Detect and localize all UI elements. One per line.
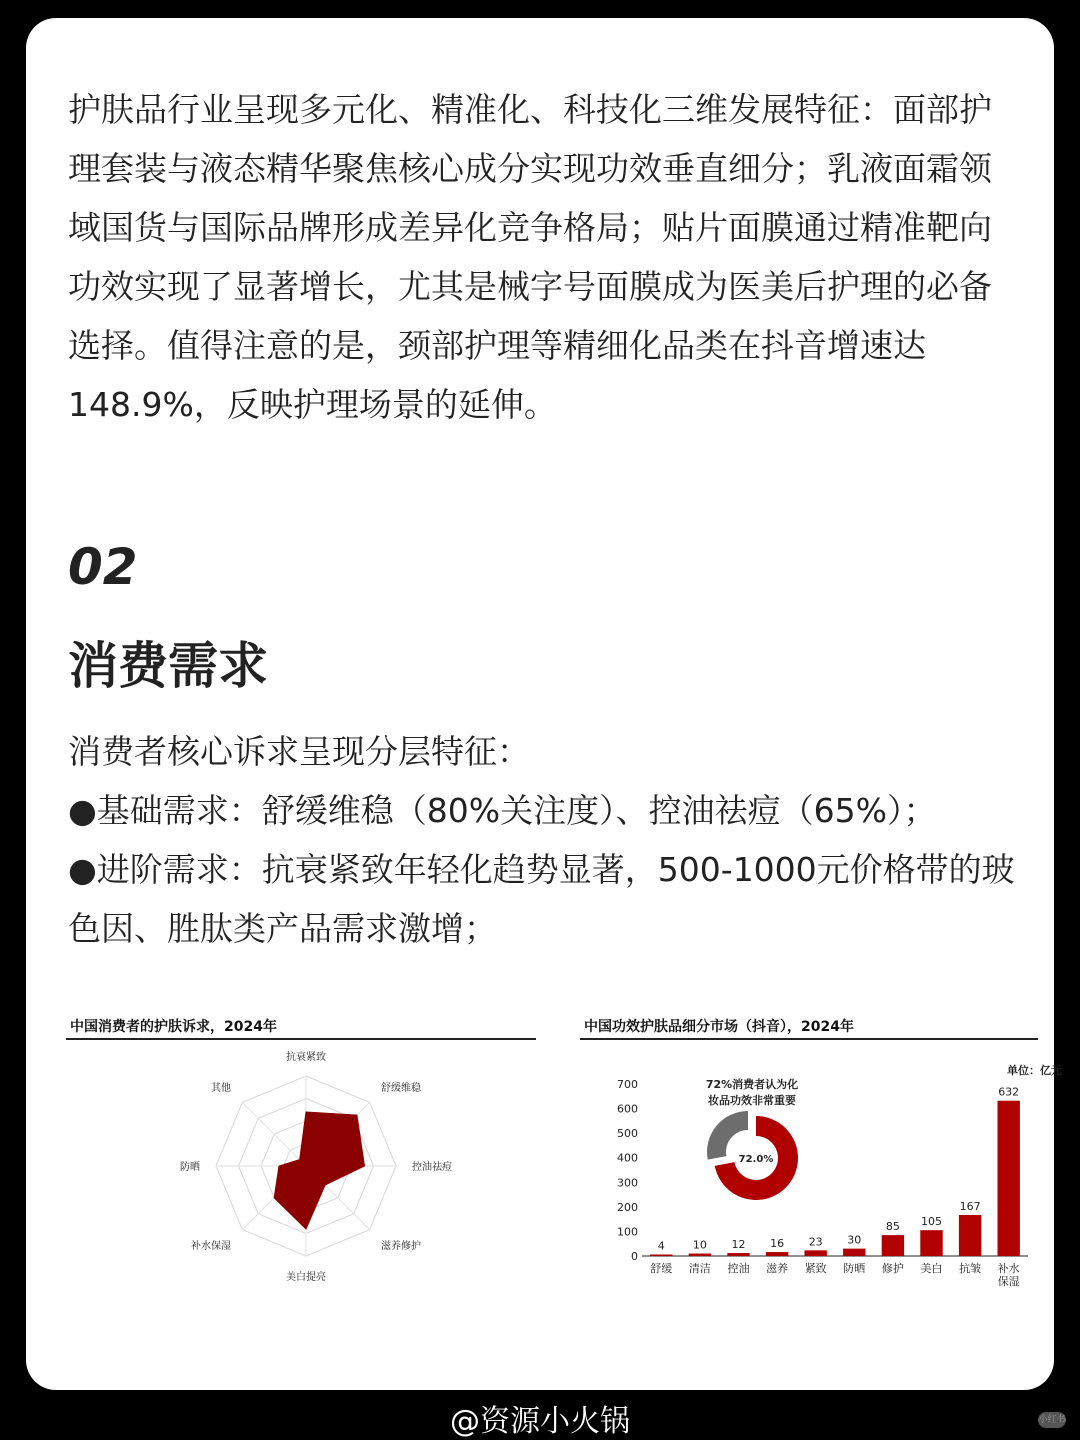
bar-data-label: 10 xyxy=(692,1238,707,1252)
bar-y-tick-label: 200 xyxy=(617,1200,638,1214)
radar-chart-title: 中国消费者的护肤诉求，2024年 xyxy=(70,1019,277,1035)
bar-chart xyxy=(580,1042,1062,1288)
radar-axis-label: 其他 xyxy=(211,1083,232,1095)
bar-y-tick-label: 300 xyxy=(617,1176,638,1190)
bar-y-tick-label: 0 xyxy=(631,1250,638,1263)
inset-label-line: 72%消费者认为化 xyxy=(705,1078,799,1091)
radar-axis-label: 抗衰紧致 xyxy=(286,1052,326,1063)
bar-category-label: 补水 xyxy=(997,1262,1020,1275)
needs-lead: 消费者核心诉求呈现分层特征： xyxy=(68,732,530,771)
corner-badge: 小红书 xyxy=(1038,1412,1066,1428)
content-card xyxy=(26,18,1062,1390)
bar-category-label: 防晒 xyxy=(843,1262,866,1275)
radar-chart xyxy=(166,1048,452,1286)
bar-data-label: 4 xyxy=(657,1239,665,1253)
bar-data-label: 30 xyxy=(847,1233,862,1247)
bar xyxy=(689,1254,711,1256)
needs-text xyxy=(68,722,1023,958)
bar-y-tick-label: 700 xyxy=(617,1078,638,1091)
bar xyxy=(920,1230,942,1256)
bar-data-label: 167 xyxy=(959,1199,981,1213)
bar xyxy=(766,1252,788,1256)
bar-chart-unit: 单位：亿元 xyxy=(1007,1064,1062,1077)
radar-axis-label: 控油祛痘 xyxy=(412,1162,452,1173)
bar-category-label: 清洁 xyxy=(688,1262,711,1275)
bar xyxy=(843,1249,865,1256)
inset-label-line: 妆品功效非常重要 xyxy=(708,1094,796,1107)
section-number: 02 xyxy=(68,538,138,596)
bar-data-label: 105 xyxy=(921,1215,942,1229)
bar xyxy=(959,1215,981,1256)
inset-donut-slice-other xyxy=(707,1111,748,1160)
bar-data-label: 23 xyxy=(808,1235,823,1249)
bar-category-label: 紧致 xyxy=(804,1262,827,1275)
intro-paragraph: 护肤品行业呈现多元化、精准化、科技化三维发展特征：面部护理套装与液态精华聚焦核心成分实现功效垂直细分；乳液面霜领域国货与国际品牌形成差异化竞争格局；贴片面膜通过精准靶向功效实现了显著增长，尤其是械字号面膜成为医美后护理的必备选择。值得注意的是，颈部护理等精细化品类在抖音增速达148.9%，反映护理场景的延伸。 xyxy=(68,90,992,424)
bar xyxy=(998,1101,1020,1256)
bar xyxy=(882,1235,904,1256)
inset-donut-center-label: 72.0% xyxy=(738,1154,774,1165)
needs-bullet-basic: ●基础需求：舒缓维稳（80%关注度）、控油祛痘（65%）； xyxy=(68,791,937,830)
bar-y-tick-label: 100 xyxy=(617,1225,638,1239)
bar-y-tick-label: 400 xyxy=(617,1151,638,1165)
bar-y-tick-label: 500 xyxy=(617,1127,638,1141)
bar-category-label: 美白 xyxy=(920,1262,943,1275)
bar-data-label: 85 xyxy=(885,1220,900,1234)
bar-y-tick-label: 600 xyxy=(617,1102,638,1116)
bar-chart-title: 中国功效护肤品细分市场（抖音），2024年 xyxy=(584,1019,854,1035)
radar-axis-label: 补水保湿 xyxy=(191,1240,232,1252)
bar-data-label: 632 xyxy=(998,1085,1020,1099)
bar-data-label: 12 xyxy=(731,1238,746,1252)
radar-axis-label: 滋养修护 xyxy=(380,1240,421,1252)
radar-axis-label: 防晒 xyxy=(180,1162,200,1173)
bar xyxy=(650,1255,672,1257)
bar-category-label: 控油 xyxy=(727,1262,750,1275)
radar-axis-label: 美白提亮 xyxy=(286,1272,326,1283)
radar-axis-label: 舒缓维稳 xyxy=(380,1083,421,1095)
bar xyxy=(805,1250,827,1256)
watermark: @资源小火锅 xyxy=(450,1404,630,1439)
bar-category-label: 滋养 xyxy=(766,1262,789,1275)
bar-category-label: 保湿 xyxy=(997,1275,1020,1288)
bar-category-label: 抗皱 xyxy=(959,1262,982,1275)
radar-chart-rule xyxy=(66,1038,536,1040)
bar-category-label: 修护 xyxy=(881,1262,904,1275)
needs-bullet-advanced: ●进阶需求：抗衰紧致年轻化趋势显著，500-1000元价格带的玻色因、胜肽类产品需求激增； xyxy=(68,850,1015,948)
section-title: 消费需求 xyxy=(68,637,268,695)
bar-category-label: 舒缓 xyxy=(650,1262,673,1275)
bar-chart-rule xyxy=(580,1038,1038,1040)
bar-data-label: 16 xyxy=(770,1237,785,1251)
bar xyxy=(727,1253,749,1256)
